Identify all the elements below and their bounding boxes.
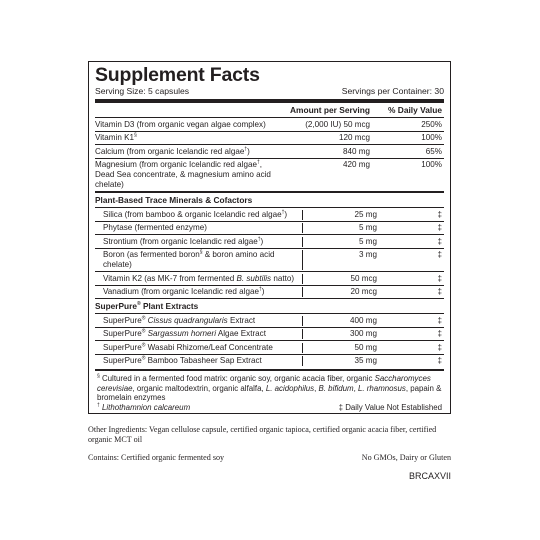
nutrient-amount: (2,000 IU) 50 mcg	[305, 119, 370, 129]
footnote-dv-not-established: ‡ Daily Value Not Established	[338, 402, 442, 412]
plant-extract-daily-value: ‡	[437, 356, 442, 365]
plant-extract-name: SuperPure® Wasabi Rhizome/Leaf Concentrate	[103, 343, 303, 353]
no-gmos-statement: No GMOs, Dairy or Gluten	[361, 453, 451, 462]
main-nutrient-rows	[95, 117, 444, 191]
plant-extract-daily-value: ‡	[437, 315, 442, 325]
trace-mineral-amount: 5 mg	[359, 223, 377, 232]
nutrient-daily-value: 100%	[421, 133, 442, 142]
trace-mineral-name: Boron (as fermented boron§ & boron amino acid chelate)	[103, 250, 303, 270]
product-code: BRCAXVII	[408, 471, 451, 481]
servings-per-container: Servings per Container: 30	[341, 86, 444, 96]
plant-extract-row	[95, 313, 444, 327]
footnote-lithothamnion: † Lithothamnion calcareum	[97, 402, 191, 412]
col-amount-header: Amount per Serving	[289, 105, 370, 115]
section-plant-extracts-title: SuperPure® Plant Extracts	[95, 298, 444, 313]
trace-mineral-amount: 5 mg	[359, 236, 377, 246]
section-trace-minerals-title: Plant-Based Trace Minerals & Cofactors	[95, 195, 253, 205]
trace-mineral-daily-value: ‡	[437, 209, 442, 219]
trace-mineral-name: Strontium (from organic Icelandic red algae†)	[103, 237, 303, 247]
plant-extract-daily-value: ‡	[437, 342, 442, 352]
trace-mineral-amount: 20 mcg	[350, 287, 377, 296]
trace-mineral-name: Vitamin K2 (as MK-7 from fermented B. subtilis natto)	[103, 274, 303, 284]
trace-mineral-name: Phytase (fermented enzyme)	[103, 223, 303, 233]
nutrient-amount: 420 mg	[343, 160, 370, 169]
trace-minerals-rows	[95, 207, 444, 298]
serving-size: Serving Size: 5 capsules	[95, 86, 190, 96]
footnote-fermented: § Cultured in a fermented food matrix: organic soy, organic acacia fiber, organic Saccharomyces cerevisiae, organic maltodextrin, organic alfalfa, L. acidophilus, B. bifidum, L. rhamnosus, papain & bromelain enzymes	[97, 373, 442, 403]
plant-extract-name: SuperPure® Sargassum horneri Algae Extract	[103, 329, 303, 339]
plant-extract-row	[95, 327, 444, 341]
plant-extract-amount: 300 mg	[350, 329, 377, 338]
nutrient-daily-value: 100%	[421, 160, 442, 169]
trace-mineral-row	[95, 221, 444, 235]
plant-extract-row	[95, 340, 444, 354]
trace-mineral-daily-value: ‡	[437, 236, 442, 246]
nutrient-row	[95, 144, 444, 158]
trace-mineral-amount: 3 mg	[359, 250, 377, 259]
trace-mineral-row	[95, 207, 444, 221]
contains-row	[88, 453, 451, 463]
trace-mineral-row	[95, 271, 444, 285]
plant-extracts-rows	[95, 313, 444, 367]
other-ingredients: Other Ingredients: Vegan cellulose capsule, certified organic tapioca, certified organic acacia fiber, certified organic MCT oil	[88, 425, 437, 444]
trace-mineral-name: Silica (from bamboo & organic Icelandic red algae†)	[103, 210, 303, 220]
footnote-row-2	[95, 403, 444, 413]
trace-mineral-amount: 25 mg	[354, 209, 377, 219]
plant-extract-daily-value: ‡	[437, 329, 442, 338]
nutrient-name: Magnesium (from organic Icelandic red algae†, Dead Sea concentrate, & magnesium amino acid chelate)	[95, 159, 271, 189]
nutrient-daily-value: 65%	[425, 146, 442, 156]
nutrient-amount: 120 mcg	[338, 133, 370, 142]
plant-extract-name: SuperPure® Cissus quadrangularis Extract	[103, 316, 303, 326]
contains-statement: Contains: Certified organic fermented soy	[88, 453, 225, 462]
col-dv-header: % Daily Value	[388, 105, 442, 115]
nutrient-name: Calcium (from organic Icelandic red algae†)	[95, 145, 250, 156]
trace-mineral-row	[95, 234, 444, 248]
trace-mineral-daily-value: ‡	[437, 287, 442, 296]
plant-extract-name: SuperPure® Bamboo Tabasheer Sap Extract	[103, 356, 303, 366]
column-headers	[95, 103, 444, 117]
nutrient-row	[95, 117, 444, 131]
nutrient-name: Vitamin D3 (from organic vegan algae complex)	[95, 119, 266, 129]
trace-mineral-amount: 50 mcg	[350, 273, 377, 283]
serving-info	[95, 86, 444, 97]
panel-title: Supplement Facts	[95, 64, 260, 86]
nutrient-row	[95, 131, 444, 145]
nutrient-row	[95, 158, 444, 192]
trace-mineral-row	[95, 248, 444, 272]
plant-extract-amount: 400 mg	[350, 315, 377, 325]
trace-mineral-daily-value: ‡	[437, 223, 442, 232]
plant-extract-amount: 50 mg	[354, 342, 377, 352]
plant-extract-row	[95, 354, 444, 368]
nutrient-amount: 840 mg	[343, 146, 370, 156]
trace-mineral-daily-value: ‡	[437, 273, 442, 283]
plant-extract-amount: 35 mg	[354, 356, 377, 365]
trace-mineral-daily-value: ‡	[437, 250, 442, 259]
trace-mineral-row	[95, 285, 444, 299]
nutrient-name: Vitamin K1§	[95, 132, 137, 142]
nutrient-daily-value: 250%	[421, 119, 442, 129]
trace-mineral-name: Vanadium (from organic Icelandic red algae†)	[103, 287, 303, 297]
supplement-facts-panel	[88, 61, 451, 414]
